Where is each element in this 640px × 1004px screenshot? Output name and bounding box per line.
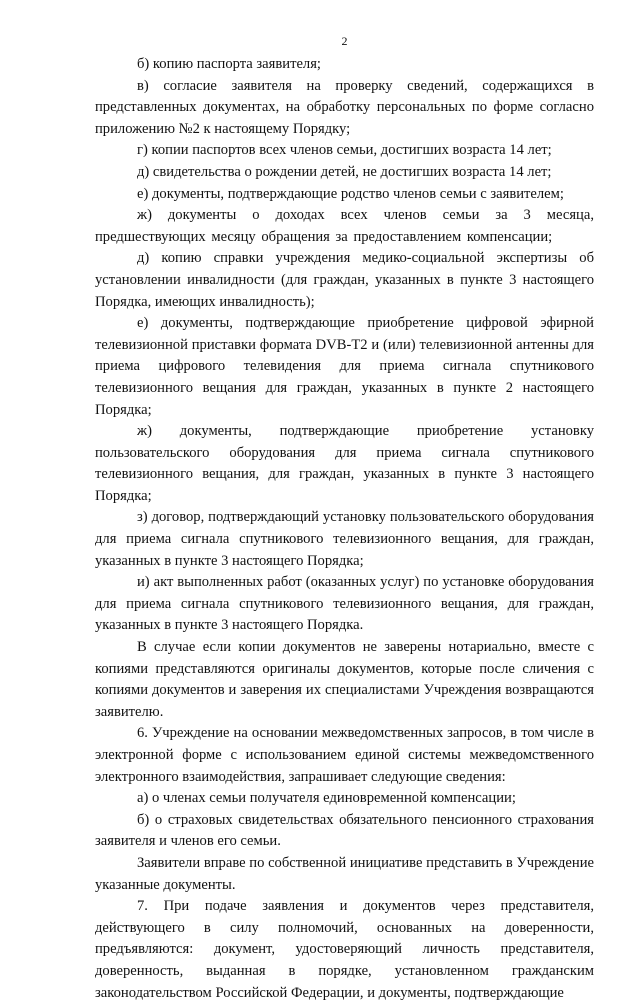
paragraph-copies-originals: В случае если копии документов не заверены нотариально, вместе с копиями представляются оригиналы документов, которые после сличения с копиями документов и заверения их специалистами Учреждения возвращаются заявителю. [95, 639, 594, 720]
paragraph-e-kinship: е) документы, подтверждающие родство членов семьи с заявителем; [137, 185, 564, 202]
paragraph-g-family-passports: г) копии паспортов всех членов семьи, достигших возраста 14 лет; [137, 142, 552, 159]
paragraph-own-initiative: Заявители вправе по собственной инициативе представить в Учреждение указанные документы. [95, 854, 594, 893]
paragraph-zh-installation-docs: ж) документы, подтверждающие приобретение установку пользовательского оборудования для приема сигнала спутникового телевизионного вещания, для граждан, указанных в пункте 3 настоящего Порядка; [95, 423, 594, 504]
paragraph-e-dvb-purchase: е) документы, подтверждающие приобретение цифровой эфирной телевизионной приставки формата DVB-T2 и (или) телевизионной антенны для приема цифрового телевидения для приема сигнала спутникового телевизионного вещания для граждан, указанных в пункте 2 настоящего Порядка; [95, 315, 594, 418]
paragraph-b-passport: б) копию паспорта заявителя; [137, 56, 321, 72]
paragraph-i-act: и) акт выполненных работ (оказанных услуг) по установке оборудования для приема сигнала спутникового телевизионного вещания, для граждан, указанных в пункте 3 настоящего Порядка. [95, 574, 594, 634]
paragraph-d-birth-certificates: д) свидетельства о рождении детей, не достигших возраста 14 лет; [137, 163, 552, 180]
paragraph-v-consent: в) согласие заявителя на проверку сведений, содержащихся в представленных документах, на обработку персональных по форме согласно приложению №2 к настоящему Порядку; [95, 77, 594, 137]
paragraph-z-contract: з) договор, подтверждающий установку пользовательского оборудования для приема сигнала спутникового телевизионного вещания, для граждан, указанных в пункте 3 настоящего Порядка; [95, 509, 594, 569]
paragraph-b-insurance: б) о страховых свидетельствах обязательного пенсионного страхования заявителя и членов его семьи. [95, 811, 594, 850]
page-number: 2 [341, 34, 348, 48]
paragraph-7-representative: 7. При подаче заявления и документов через представителя, действующего в силу полномочий, основанных на доверенности, предъявляются: документ, удостоверяющий личность представителя, доверенность, выданная в порядке, установленном гражданским законодательством Российской Федерации, и документы, подтверждающие [95, 898, 594, 1001]
paragraph-d-disability: д) копию справки учреждения медико-социальной экспертизы об установлении инвалидности (для граждан, указанных в пункте 3 настоящего Порядка, имеющих инвалидность); [95, 250, 594, 310]
paragraph-a-family-members: а) о членах семьи получателя единовременной компенсации; [137, 790, 516, 807]
paragraph-6-interagency: 6. Учреждение на основании межведомственных запросов, в том числе в электронной форме с использованием единой системы межведомственного электронного взаимодействия, запрашивает следующие сведения: [95, 725, 594, 785]
paragraph-zh-income: ж) документы о доходах всех членов семьи за 3 месяца, предшествующих месяцу обращения за предоставлением компенсации; [95, 207, 594, 245]
